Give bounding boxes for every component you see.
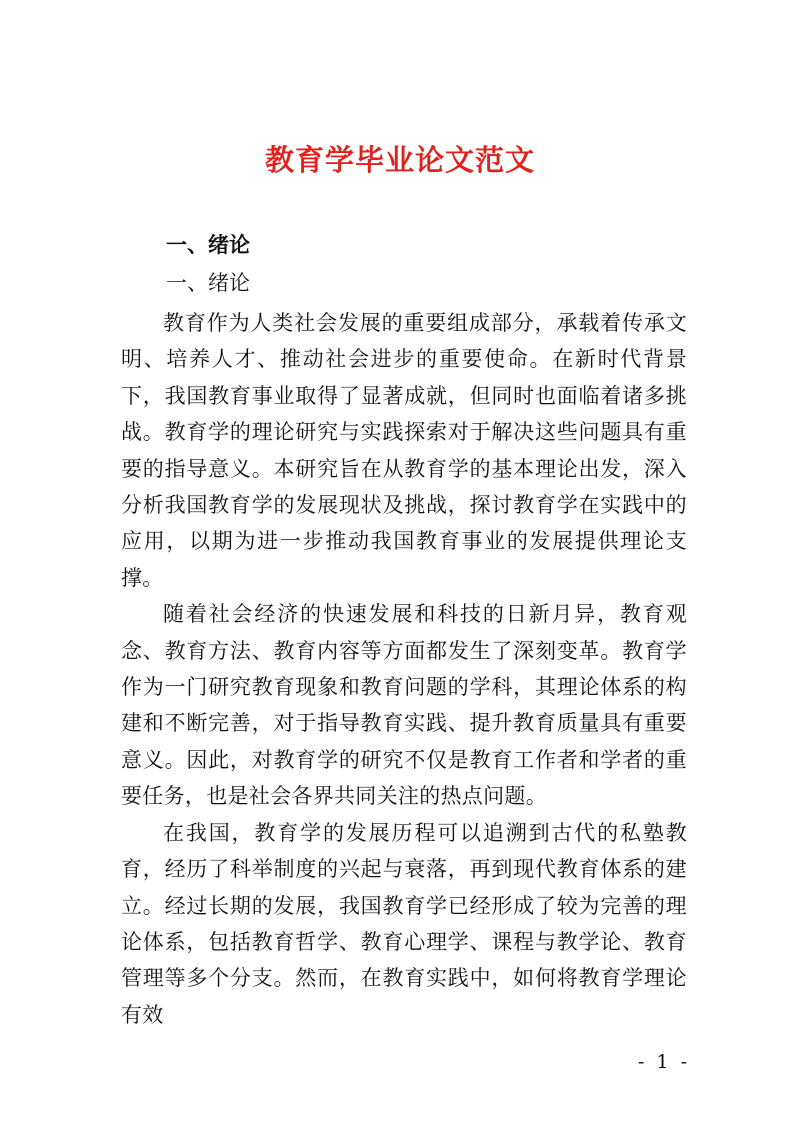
paragraph: 教育作为人类社会发展的重要组成部分，承载着传承文明、培养人才、推动社会进步的重要使命。在新时代背景下，我国教育事业取得了显著成就，但同时也面临着诸多挑战。教育学的理论研究与实践探索对于解决这些问题具有重要的指导意义。本研究旨在从教育学的基本理论出发，深入分析我国教育学的发展现状及挑战，探讨教育学在实践中的应用，以期为进一步推动我国教育事业的发展提供理论支撑。 (121, 311, 687, 590)
paragraph: 随着社会经济的快速发展和科技的日新月异，教育观念、教育方法、教育内容等方面都发生了深刻变革。教育学作为一门研究教育现象和教育问题的学科，其理论体系的构建和不断完善，对于指导教育实践、提升教育质量具有重要意义。因此，对教育学的研究不仅是教育工作者和学者的重要任务，也是社会各界共同关注的热点问题。 (121, 602, 687, 809)
paragraph: 在我国，教育学的发展历程可以追溯到古代的私塾教育，经历了科举制度的兴起与衰落，再到现代教育体系的建立。经过长期的发展，我国教育学已经形成了较为完善的理论体系，包括教育哲学、教育心理学、课程与教学论、教育管理等多个分支。然而，在教育实践中，如何将教育学理论有效 (121, 820, 687, 1027)
document-title: 教育学毕业论文范文 (264, 143, 535, 177)
body-text (121, 305, 687, 1033)
page-number: - 1 - (637, 1051, 690, 1073)
section-heading: 一、绪论 (166, 232, 250, 257)
subsection-heading: 一、绪论 (166, 271, 250, 295)
